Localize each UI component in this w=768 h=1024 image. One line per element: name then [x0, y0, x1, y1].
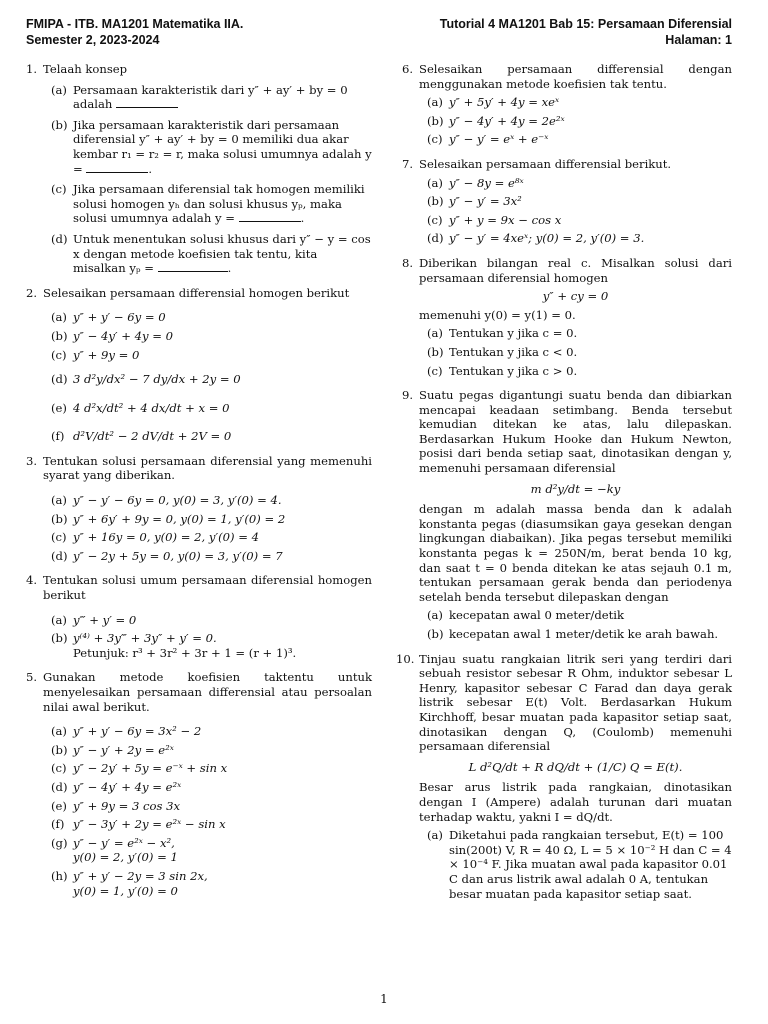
- subitem: (c) Jika persamaan diferensial tak homogen memiliki solusi homogen yₕ dan solusi khusus yₚ, maka solusi umumnya adalah y = .: [51, 182, 365, 226]
- subitem: (g) y″ − y′ = e²ˣ − x², y(0) = 2, y′(0) = 1: [51, 835, 178, 865]
- problem-number: 3.: [26, 453, 38, 468]
- problem-text: Besar arus listrik pada rangkaian, dinotasikan dengan I (Ampere) adalah turunan dari muatan terhadap waktu, yakni I = dQ/dt.: [419, 780, 732, 824]
- problem-text: memenuhi y(0) = y(1) = 0.: [419, 307, 576, 322]
- subitem: (a) kecepatan awal 0 meter/detik: [427, 608, 624, 623]
- subitem: (b) y⁽⁴⁾ + 3y‴ + 3y″ + y′ = 0. Petunjuk: r³ + 3r² + 3r + 1 = (r + 1)³.: [43, 631, 372, 660]
- subitem: (c) y″ − 2y′ + 5y = e⁻ˣ + sin x: [51, 761, 228, 776]
- problem-7: [402, 157, 732, 246]
- subitem: (a) Diketahui pada rangkaian tersebut, E(t) = 100 sin(200t) V, R = 40 Ω, L = 5 × 10⁻² H dan C = 4 × 10⁻⁴ F. Jika muatan awal pada kapasitor 0.01 C dan arus listrik awal adalah 0 A, tentukan besar muatan pada kapasitor setiap saat.: [427, 828, 732, 901]
- subitem: (c) Tentukan y jika c > 0.: [427, 363, 578, 378]
- problem-8: [402, 256, 732, 378]
- display-equation: m d²y/dt = −ky: [530, 481, 621, 496]
- subitem: (e) y″ + 9y = 3 cos 3x: [51, 798, 181, 813]
- problem-10: [396, 651, 732, 902]
- problem-stem: Diberikan bilangan real c. Misalkan solusi dari persamaan diferensial homogen: [419, 255, 732, 285]
- problem-stem: Suatu pegas digantungi suatu benda dan dibiarkan mencapai keadaan setimbang. Benda tersebut kemudian ditekan ke atas, lalu dilepaskan. Berdasarkan Hukum Hooke dan Hukum Newton, posisi dari benda setiap saat, dinotasikan dengan y, memenuhi persamaan diferensial: [419, 388, 732, 476]
- subitem: (c) y″ − y′ = eˣ + e⁻ˣ: [427, 132, 549, 147]
- subitem: (a) Tentukan y jika c = 0.: [427, 326, 578, 341]
- subitem: (f) d²V/dt² − 2 dV/dt + 2V = 0: [51, 429, 232, 444]
- subitem: (b) y″ − 4y′ + 4y = 0: [51, 328, 173, 343]
- subitem: (d) y″ − 2y + 5y = 0, y(0) = 3, y′(0) = 7: [51, 548, 283, 563]
- tutorial-title: Tutorial 4 MA1201 Bab 15: Persamaan Diferensial: [439, 17, 732, 31]
- right-column: [396, 62, 732, 911]
- answer-blank: [158, 261, 228, 272]
- problem-number: 5.: [26, 670, 38, 685]
- problem-number: 4.: [26, 573, 38, 588]
- subitem: (a) y″ + y′ − 6y = 0: [51, 310, 166, 325]
- left-column: [26, 62, 372, 908]
- subitem: (a) y″ − 8y = e⁸ˣ: [427, 175, 524, 190]
- semester: Semester 2, 2023-2024: [26, 33, 160, 47]
- problem-number: 10.: [396, 651, 415, 666]
- problem-stem: Tinjau suatu rangkaian litrik seri yang terdiri dari sebuah resistor sebesar R Ohm, induktor sebesar L Henry, kapasitor sebesar C Farad dan daya gerak listrik sebesar E(t) Volt. Berdasarkan Hukum Kirchhoff, besar muatan pada kapasitor setiap saat, dinotasikan dengan Q, (Coulomb) memenuhi persamaan diferensial: [419, 651, 732, 754]
- page-number: 1: [380, 992, 388, 1006]
- subitem: (b) y″ − y′ + 2y = e²ˣ: [51, 742, 174, 757]
- subitem: (h) y″ + y′ − 2y = 3 sin 2x, y(0) = 1, y′(0) = 0: [51, 868, 208, 898]
- hint-text: Petunjuk: r³ + 3r² + 3r + 1 = (r + 1)³.: [73, 645, 297, 660]
- subitem: (b) Tentukan y jika c < 0.: [427, 344, 578, 359]
- problem-6: [402, 62, 732, 147]
- subitem-text: Jika persamaan diferensial tak homogen memiliki solusi homogen yₕ dan solusi khusus yₚ, maka solusi umumnya adalah y =: [73, 182, 365, 226]
- subitem: (b) kecepatan awal 1 meter/detik ke arah bawah.: [427, 627, 719, 641]
- subitem: (a) y″ + 5y′ + 4y = xeˣ: [427, 95, 560, 110]
- subitem: (d) y″ − 4y′ + 4y = e²ˣ: [51, 779, 182, 794]
- subitem: (a) y″ + y′ − 6y = 3x² − 2: [51, 724, 202, 739]
- problem-text: dengan m adalah massa benda dan k adalah konstanta pegas (diasumsikan gaya gesekan dengan lingkungan diabaikan). Jika pegas tersebut memiliki konstanta pegas k = 250N/m, berat benda 10 kg, dan saat t = 0 benda ditekan ke atas sejauh 0.1 m, tentukan persamaan gerak benda dan periodenya setelah benda tersebut dilepaskan dengan: [419, 502, 732, 604]
- problem-5: [26, 670, 372, 898]
- problem-2: [26, 286, 372, 444]
- subitem: (b) Jika persamaan karakteristik dari persamaan diferensial y″ + ay′ + by = 0 memiliki dua akar kembar r₁ = r₂ = r, maka solusi umumnya adalah y = .: [51, 117, 372, 176]
- subitem: (b) y″ + 6y′ + 9y = 0, y(0) = 1, y′(0) = 2: [51, 511, 286, 526]
- subitem-text: Untuk menentukan solusi khusus dari y″ − y = cos x dengan metode koefisien tak tentu, kita misalkan yₚ =: [73, 231, 371, 276]
- subitem: (a) y‴ + y′ = 0: [51, 612, 137, 627]
- subitem: (b) y″ − y′ = 3x²: [427, 194, 522, 209]
- problem-number: 1.: [26, 62, 38, 76]
- problem-4: [26, 573, 372, 660]
- course-title: FMIPA - ITB. MA1201 Matematika IIA.: [26, 17, 244, 31]
- subitem-text: Jika persamaan karakteristik dari persamaan diferensial y″ + ay′ + by = 0 memiliki dua akar kembar r₁ = r₂ = r, maka solusi umumnya adalah y =: [73, 117, 372, 176]
- problem-9: [402, 388, 732, 642]
- subitem: (b) y″ − 4y′ + 4y = 2e²ˣ: [427, 113, 565, 128]
- answer-blank: [239, 211, 301, 222]
- problem-number: 9.: [402, 388, 414, 403]
- subitem: (d) Untuk menentukan solusi khusus dari y″ − y = cos x dengan metode koefisien tak tentu, kita misalkan yₚ = .: [51, 231, 371, 276]
- problem-3: [26, 454, 372, 564]
- problem-number: 6.: [402, 62, 414, 76]
- subitem: (c) y″ + 9y = 0: [51, 347, 140, 362]
- problem-stem: Tentukan solusi umum persamaan diferensial homogen berikut: [43, 573, 372, 603]
- subitem: (d) y″ − y′ = 4xeˣ; y(0) = 2, y′(0) = 3.: [427, 231, 645, 246]
- page-label: Halaman: 1: [665, 33, 732, 47]
- answer-blank: [116, 97, 178, 108]
- problem-stem: Selesaikan persamaan differensial dengan menggunakan metode koefisien tak tentu.: [419, 62, 732, 91]
- subitem: (f) y″ − 3y′ + 2y = e²ˣ − sin x: [51, 817, 226, 832]
- subitem: (c) y″ + y = 9x − cos x: [427, 212, 562, 227]
- subitem: (d) 3 d²y/dx² − 7 dy/dx + 2y = 0: [51, 372, 241, 387]
- problem-stem: Gunakan metode koefisien taktentu untuk menyelesaikan persamaan differensial atau persoalan nilai awal berikut.: [43, 670, 372, 714]
- display-equation: y″ + cy = 0: [542, 289, 609, 304]
- subitem-text: Persamaan karakteristik dari y″ + ay′ + by = 0 adalah: [73, 82, 348, 112]
- header-left: [26, 16, 243, 48]
- problem-stem: Selesaikan persamaan differensial homogen berikut: [43, 285, 350, 300]
- problem-stem: Selesaikan persamaan differensial berikut.: [419, 156, 672, 171]
- problem-number: 8.: [402, 255, 414, 270]
- header-right: [440, 16, 732, 48]
- problem-stem: Tentukan solusi persamaan diferensial yang memenuhi syarat yang diberikan.: [43, 453, 372, 483]
- subitem: (a) Persamaan karakteristik dari y″ + ay′ + by = 0 adalah: [51, 82, 348, 112]
- subitem: (a) y″ − y′ − 6y = 0, y(0) = 3, y′(0) = 4.: [51, 493, 282, 508]
- problem-number: 2.: [26, 285, 38, 300]
- answer-blank: [86, 162, 148, 173]
- problem-1: [26, 62, 372, 276]
- problem-stem: Telaah konsep: [43, 62, 128, 76]
- subitem: (e) 4 d²x/dt² + 4 dx/dt + x = 0: [51, 400, 230, 415]
- problem-number: 7.: [402, 156, 414, 171]
- display-equation: L d²Q/dt + R dQ/dt + (1/C) Q = E(t).: [468, 759, 683, 774]
- subitem: (c) y″ + 16y = 0, y(0) = 2, y′(0) = 4: [51, 530, 259, 545]
